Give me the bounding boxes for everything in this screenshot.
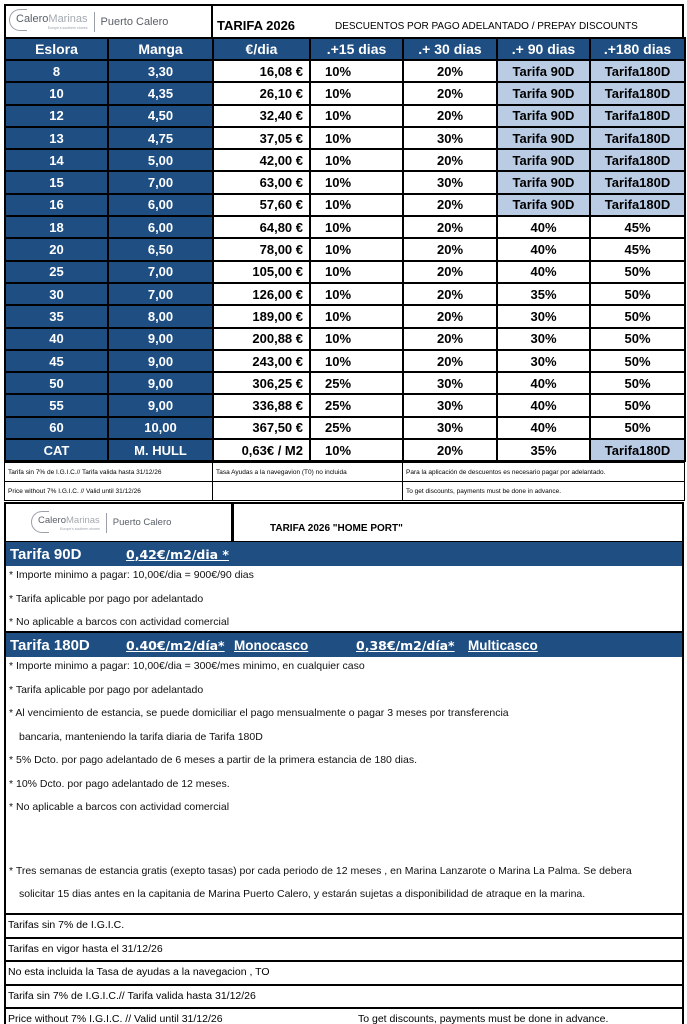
cell-discount-90: 40% xyxy=(497,216,590,238)
cell-discount-90: Tarifa 90D xyxy=(497,171,590,193)
cell-discount-30: 20% xyxy=(403,261,497,283)
tarifa-180d-extra-line: solicitar 15 dias antes en la capitania de Marina Puerto Calero, y estarán sujetas a disponibilidad de atraque en la marina. xyxy=(19,888,586,900)
cell-eslora: CAT xyxy=(5,439,108,461)
cell-discount-90: 40% xyxy=(497,372,590,394)
table-row xyxy=(5,305,685,327)
notes-row xyxy=(5,482,685,501)
cell-eslora: 45 xyxy=(5,350,108,372)
tarifa-90d-line: * Importe minimo a pagar: 10,00€/dia = 900€/90 dias xyxy=(9,569,254,581)
cell-price-day: 126,00 € xyxy=(213,283,310,305)
cell-discount-15: 10% xyxy=(310,305,403,327)
tarifa-180d-mono-price: 0.40€/m2/día* xyxy=(126,637,225,653)
footer-line: Tarifas en vigor hasta el 31/12/26 xyxy=(6,937,682,961)
rates-body xyxy=(5,60,685,461)
cell-discount-180: 50% xyxy=(590,283,685,305)
tarifa-180d-mono-label: Monocasco xyxy=(234,637,309,653)
cell-discount-15: 25% xyxy=(310,372,403,394)
col-eslora: Eslora xyxy=(5,38,108,60)
cell-discount-30: 20% xyxy=(403,194,497,216)
tarifa-90d-bar xyxy=(6,542,682,566)
cell-eslora: 14 xyxy=(5,149,108,171)
cell-discount-15: 10% xyxy=(310,82,403,104)
tarifa-180d-line: * Importe minimo a pagar: 10,00€/dia = 300€/mes minimo, en cualquier caso xyxy=(9,660,365,672)
home-port-section xyxy=(4,502,684,1024)
note-igic-es: Tarifa sin 7% de I.G.I.C.// Tarifa valida hasta 31/12/26 xyxy=(5,463,213,482)
cell-eslora: 13 xyxy=(5,127,108,149)
tarifa-90d-price: 0,42€/m2/dia * xyxy=(126,546,229,562)
col-price-day: €/dia xyxy=(213,38,310,60)
cell-discount-30: 20% xyxy=(403,350,497,372)
cell-discount-15: 10% xyxy=(310,261,403,283)
rate-sheet xyxy=(4,4,684,501)
cell-discount-15: 10% xyxy=(310,171,403,193)
cell-eslora: 20 xyxy=(5,238,108,260)
cell-price-day: 63,00 € xyxy=(213,171,310,193)
cell-discount-180: Tarifa180D xyxy=(590,194,685,216)
logo-arc-icon xyxy=(31,511,49,533)
cell-price-day: 16,08 € xyxy=(213,60,310,82)
cell-discount-15: 10% xyxy=(310,439,403,461)
notes-row xyxy=(5,463,685,482)
cell-discount-90: 30% xyxy=(497,350,590,372)
cell-discount-180: 50% xyxy=(590,350,685,372)
tarifa-180d-label: Tarifa 180D xyxy=(10,636,90,654)
cell-manga: 6,00 xyxy=(108,194,213,216)
cell-discount-30: 20% xyxy=(403,82,497,104)
cell-discount-90: Tarifa 90D xyxy=(497,127,590,149)
cell-eslora: 30 xyxy=(5,283,108,305)
cell-eslora: 12 xyxy=(5,105,108,127)
cell-manga: 4,35 xyxy=(108,82,213,104)
cell-manga: 8,00 xyxy=(108,305,213,327)
cell-manga: 6,50 xyxy=(108,238,213,260)
footer-line-bilingual xyxy=(6,1007,682,1024)
cell-price-day: 200,88 € xyxy=(213,328,310,350)
cell-discount-15: 25% xyxy=(310,417,403,439)
table-row xyxy=(5,105,685,127)
cell-discount-30: 20% xyxy=(403,328,497,350)
logo-mark xyxy=(34,515,100,531)
cell-eslora: 60 xyxy=(5,417,108,439)
logo-tagline: Europe's southern shores xyxy=(60,526,100,531)
logo-brand2: Marinas xyxy=(66,514,100,526)
cell-price-day: 243,00 € xyxy=(213,350,310,372)
footer-discount-en: To get discounts, payments must be done in advance. xyxy=(358,1013,609,1024)
calero-marinas-logo xyxy=(12,12,168,32)
cell-discount-15: 10% xyxy=(310,194,403,216)
tarifa-90d-label: Tarifa 90D xyxy=(10,545,82,563)
cell-discount-30: 30% xyxy=(403,372,497,394)
cell-discount-30: 30% xyxy=(403,127,497,149)
cell-discount-180: Tarifa180D xyxy=(590,171,685,193)
cell-manga: 3,30 xyxy=(108,60,213,82)
col-30-days: .+ 30 dias xyxy=(403,38,497,60)
cell-manga: 10,00 xyxy=(108,417,213,439)
cell-price-day: 37,05 € xyxy=(213,127,310,149)
logo-location: Puerto Calero xyxy=(100,15,169,28)
tarifa-180d-line: * Tarifa aplicable por pago por adelantado xyxy=(9,683,204,696)
cell-discount-90: Tarifa 90D xyxy=(497,60,590,82)
table-row xyxy=(5,82,685,104)
table-row xyxy=(5,328,685,350)
cell-price-day: 57,60 € xyxy=(213,194,310,216)
rates-table xyxy=(4,37,686,462)
cell-eslora: 40 xyxy=(5,328,108,350)
cell-discount-180: Tarifa180D xyxy=(590,439,685,461)
logo-divider xyxy=(94,12,95,32)
cell-price-day: 306,25 € xyxy=(213,372,310,394)
note-discount-es: Para la aplicación de descuentos es necesario pagar por adelantado. xyxy=(403,463,685,482)
logo-brand2: Marinas xyxy=(48,13,88,25)
cell-discount-15: 10% xyxy=(310,105,403,127)
table-row xyxy=(5,149,685,171)
home-port-title: TARIFA 2026 "HOME PORT" xyxy=(270,523,403,534)
cell-discount-30: 20% xyxy=(403,149,497,171)
cell-discount-180: Tarifa180D xyxy=(590,82,685,104)
cell-price-day: 26,10 € xyxy=(213,82,310,104)
table-row xyxy=(5,60,685,82)
table-row xyxy=(5,261,685,283)
cell-discount-90: 35% xyxy=(497,439,590,461)
cell-discount-90: 40% xyxy=(497,238,590,260)
tarifa-180d-bar xyxy=(6,633,682,657)
cell-manga: 9,00 xyxy=(108,350,213,372)
table-row xyxy=(5,171,685,193)
cell-price-day: 367,50 € xyxy=(213,417,310,439)
cell-discount-180: 50% xyxy=(590,261,685,283)
tarifa-180d-notes xyxy=(6,657,682,913)
tarifa-180d-line: * 5% Dcto. por pago adelantado de 6 meses a partir de la primera estancia de 180 dias. xyxy=(9,754,417,766)
cell-eslora: 55 xyxy=(5,394,108,416)
table-row xyxy=(5,283,685,305)
cell-discount-90: Tarifa 90D xyxy=(497,82,590,104)
cell-discount-90: Tarifa 90D xyxy=(497,149,590,171)
cell-discount-180: Tarifa180D xyxy=(590,60,685,82)
cell-discount-180: Tarifa180D xyxy=(590,149,685,171)
col-90-days: .+ 90 dias xyxy=(497,38,590,60)
calero-marinas-logo xyxy=(34,513,171,533)
col-15-days: .+15 dias xyxy=(310,38,403,60)
cell-price-day: 42,00 € xyxy=(213,149,310,171)
note-igic-en: Price without 7% I.G.I.C. // Valid until 31/12/26 xyxy=(5,482,213,501)
cell-discount-90: 40% xyxy=(497,261,590,283)
cell-discount-90: 40% xyxy=(497,417,590,439)
cell-price-day: 78,00 € xyxy=(213,238,310,260)
cell-discount-30: 20% xyxy=(403,105,497,127)
page-title: TARIFA 2026 xyxy=(217,18,296,33)
cell-discount-15: 10% xyxy=(310,283,403,305)
cell-discount-15: 25% xyxy=(310,394,403,416)
cell-manga: 9,00 xyxy=(108,394,213,416)
cell-manga: 7,00 xyxy=(108,261,213,283)
cell-manga: 7,00 xyxy=(108,283,213,305)
tarifa-180d-line: * Al vencimiento de estancia, se puede domiciliar el pago mensualmente o pagar 3 meses por transferencia xyxy=(9,707,509,719)
table-row xyxy=(5,194,685,216)
cell-discount-30: 20% xyxy=(403,60,497,82)
cell-price-day: 189,00 € xyxy=(213,305,310,327)
cell-eslora: 8 xyxy=(5,60,108,82)
logo-divider xyxy=(106,513,107,533)
table-header-row xyxy=(5,38,685,60)
cell-manga: 4,50 xyxy=(108,105,213,127)
cell-price-day: 64,80 € xyxy=(213,216,310,238)
cell-discount-180: 50% xyxy=(590,417,685,439)
cell-discount-90: 35% xyxy=(497,283,590,305)
table-row xyxy=(5,417,685,439)
cell-eslora: 15 xyxy=(5,171,108,193)
table-row xyxy=(5,127,685,149)
cell-discount-180: Tarifa180D xyxy=(590,105,685,127)
page-subtitle: DESCUENTOS POR PAGO ADELANTADO / PREPAY DISCOUNTS xyxy=(335,21,638,32)
table-row xyxy=(5,372,685,394)
logo-location: Puerto Calero xyxy=(112,517,172,528)
cell-price-day: 105,00 € xyxy=(213,261,310,283)
tarifa-180d-line: bancaria, manteniendo la tarifa diaria de Tarifa 180D xyxy=(19,730,263,743)
cell-discount-15: 10% xyxy=(310,60,403,82)
col-180-days: .+180 dias xyxy=(590,38,685,60)
footer-line: Tarifa sin 7% de I.G.I.C.// Tarifa valida hasta 31/12/26 xyxy=(6,984,682,1008)
cell-discount-180: 45% xyxy=(590,216,685,238)
cell-discount-30: 20% xyxy=(403,238,497,260)
cell-discount-15: 10% xyxy=(310,149,403,171)
cell-discount-90: 40% xyxy=(497,394,590,416)
cell-manga: 9,00 xyxy=(108,328,213,350)
note-empty xyxy=(213,482,403,501)
tarifa-180d-line: * No aplicable a barcos con actividad comercial xyxy=(9,801,230,813)
cell-manga: M. HULL xyxy=(108,439,213,461)
cell-manga: 6,00 xyxy=(108,216,213,238)
col-manga: Manga xyxy=(108,38,213,60)
cell-eslora: 18 xyxy=(5,216,108,238)
cell-manga: 9,00 xyxy=(108,372,213,394)
tarifa-180d-multi-price: 0,38€/m2/día* xyxy=(356,637,455,653)
logo-tagline: Europe's southern shores xyxy=(47,26,88,30)
footer-line: Tarifas sin 7% de I.G.I.C. xyxy=(6,913,682,937)
table-row xyxy=(5,350,685,372)
cell-eslora: 10 xyxy=(5,82,108,104)
cell-price-day: 336,88 € xyxy=(213,394,310,416)
rates-notes xyxy=(4,462,685,501)
cell-manga: 7,00 xyxy=(108,171,213,193)
cell-discount-180: 50% xyxy=(590,328,685,350)
cell-discount-90: 30% xyxy=(497,328,590,350)
cell-discount-15: 10% xyxy=(310,216,403,238)
cell-discount-30: 30% xyxy=(403,394,497,416)
cell-discount-180: 50% xyxy=(590,372,685,394)
cell-eslora: 25 xyxy=(5,261,108,283)
cell-manga: 5,00 xyxy=(108,149,213,171)
header-title-box xyxy=(213,6,682,37)
cell-manga: 4,75 xyxy=(108,127,213,149)
cell-eslora: 16 xyxy=(5,194,108,216)
logo-box xyxy=(6,6,213,37)
cell-discount-30: 20% xyxy=(403,305,497,327)
cell-discount-30: 30% xyxy=(403,417,497,439)
tarifa-180d-extra-line: * Tres semanas de estancia gratis (exepto tasas) por cada periodo de 12 meses , en Marina Lanzarote o Marina La Palma. Se debera xyxy=(9,864,632,877)
table-row xyxy=(5,394,685,416)
logo-arc-icon xyxy=(9,9,27,31)
spacer xyxy=(9,822,682,862)
cell-discount-90: 30% xyxy=(497,305,590,327)
logo-mark xyxy=(12,13,88,30)
cell-discount-180: 50% xyxy=(590,305,685,327)
table-row xyxy=(5,439,685,461)
cell-discount-15: 10% xyxy=(310,328,403,350)
cell-discount-15: 10% xyxy=(310,350,403,372)
cell-discount-180: 50% xyxy=(590,394,685,416)
note-tasa: Tasa Ayudas a la navegavion (T0) no incluida xyxy=(213,463,403,482)
cell-price-day: 0,63€ / M2 xyxy=(213,439,310,461)
cell-discount-180: Tarifa180D xyxy=(590,127,685,149)
cell-discount-180: 45% xyxy=(590,238,685,260)
cell-price-day: 32,40 € xyxy=(213,105,310,127)
table-row xyxy=(5,238,685,260)
cell-discount-30: 20% xyxy=(403,283,497,305)
cell-discount-15: 10% xyxy=(310,127,403,149)
tarifa-180d-multi-label: Multicasco xyxy=(468,637,538,653)
cell-discount-90: Tarifa 90D xyxy=(497,194,590,216)
footer-line: No esta incluida la Tasa de ayudas a la navegacion , TO xyxy=(6,960,682,984)
tarifa-180d-line: * 10% Dcto. por pago adelantado de 12 meses. xyxy=(9,777,230,790)
cell-discount-30: 30% xyxy=(403,171,497,193)
tarifa-90d-line: * Tarifa aplicable por pago por adelantado xyxy=(9,592,204,605)
top-header xyxy=(4,4,684,37)
logo-brand: Calero xyxy=(16,13,49,25)
footer-price-en: Price without 7% I.G.I.C. // Valid until 31/12/26 xyxy=(8,1013,223,1024)
cell-eslora: 35 xyxy=(5,305,108,327)
note-discount-en: To get discounts, payments must be done in advance. xyxy=(403,482,685,501)
tarifa-90d-line: * No aplicable a barcos con actividad comercial xyxy=(9,616,230,628)
logo-brand: Calero xyxy=(38,514,66,526)
table-row xyxy=(5,216,685,238)
home-port-logo-box xyxy=(6,504,234,541)
cell-discount-30: 20% xyxy=(403,216,497,238)
home-port-header xyxy=(6,504,682,542)
cell-discount-90: Tarifa 90D xyxy=(497,105,590,127)
cell-discount-30: 20% xyxy=(403,439,497,461)
cell-eslora: 50 xyxy=(5,372,108,394)
tarifa-90d-notes xyxy=(6,566,682,633)
cell-discount-15: 10% xyxy=(310,238,403,260)
